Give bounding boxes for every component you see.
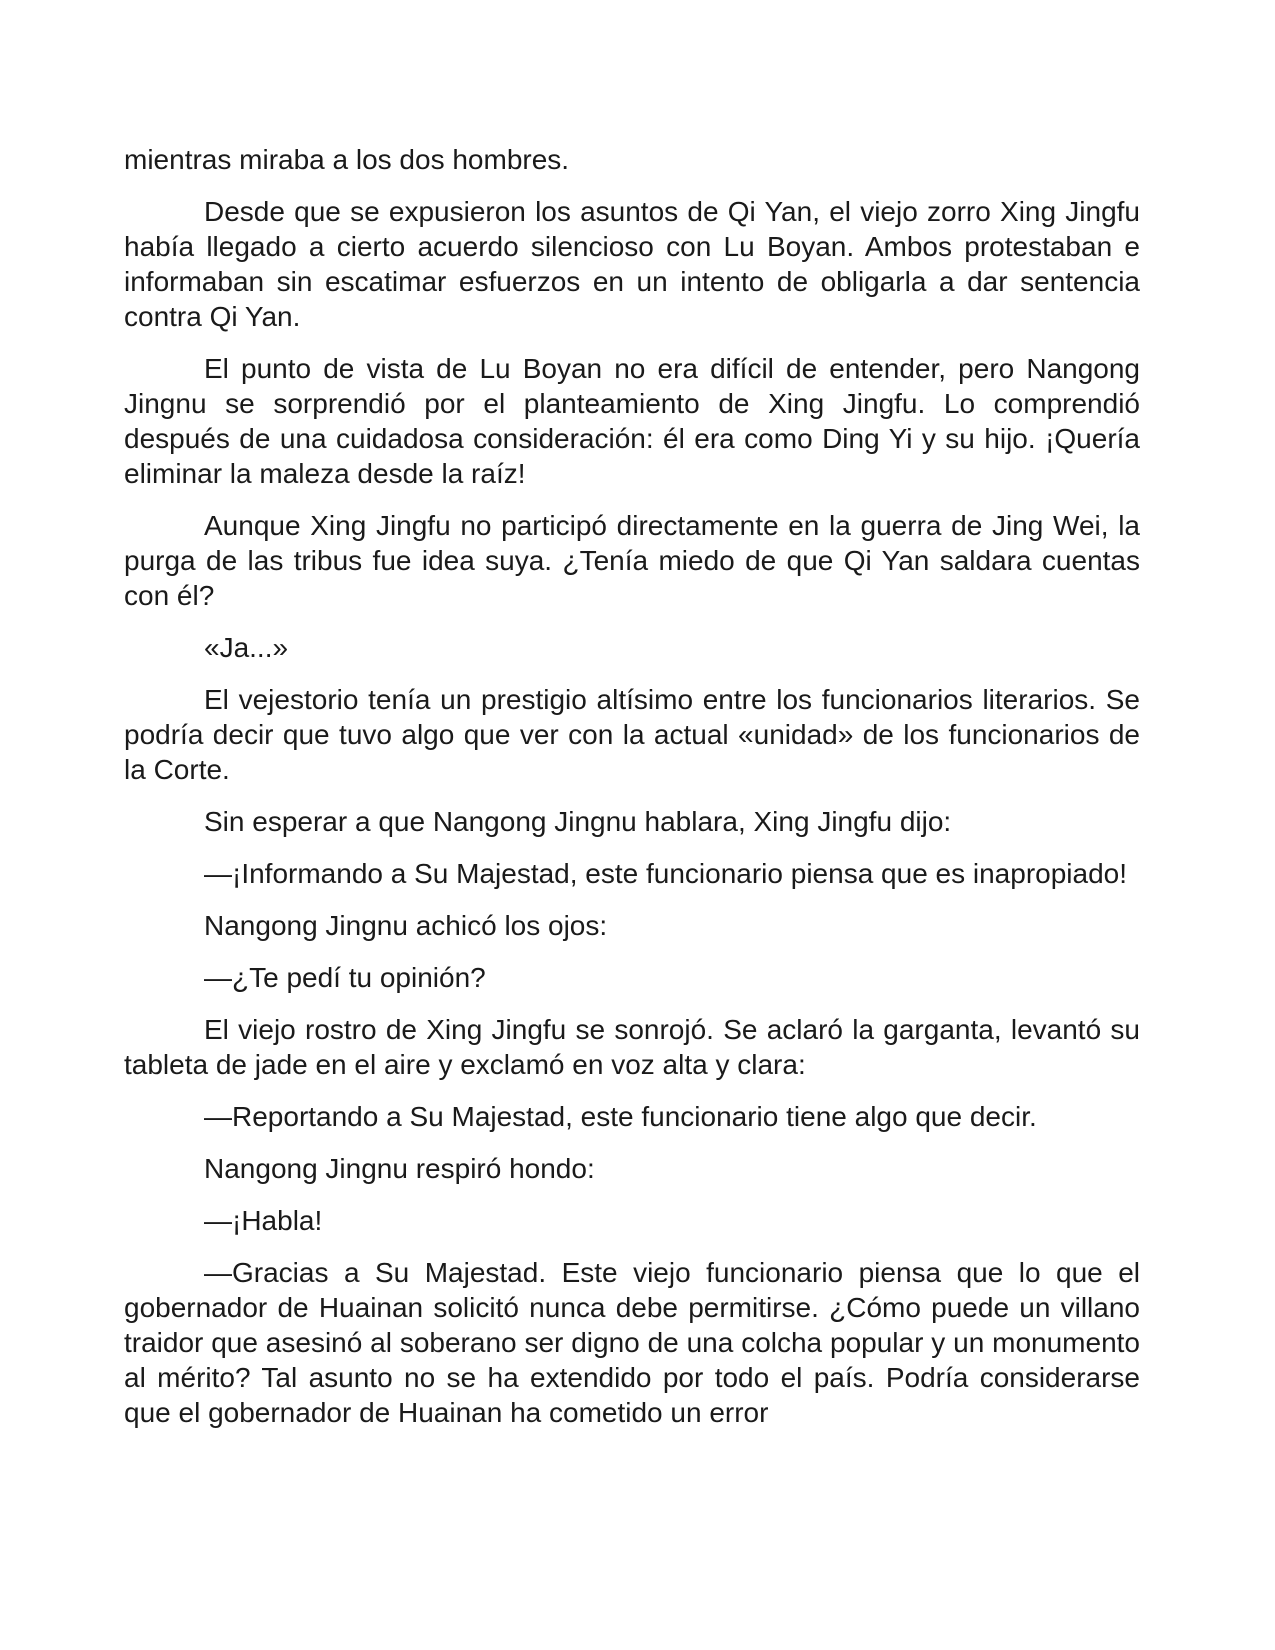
paragraph: Nangong Jingnu respiró hondo: xyxy=(204,1153,595,1184)
dialogue-paragraph: —¿Te pedí tu opinión? xyxy=(204,962,486,993)
dialogue-paragraph: —Reportando a Su Majestad, este funcionario tiene algo que decir. xyxy=(204,1101,1037,1132)
document-page xyxy=(124,142,1140,1430)
paragraph: Sin esperar a que Nangong Jingnu hablara, Xing Jingfu dijo: xyxy=(204,806,952,837)
dialogue-paragraph: —¡Habla! xyxy=(204,1205,323,1236)
paragraph: El vejestorio tenía un prestigio altísimo entre los funcionarios literarios. Se podría decir que tuvo algo que ver con la actual «unidad» de los funcionarios de la Corte. xyxy=(124,684,1140,785)
paragraph: El viejo rostro de Xing Jingfu se sonrojó. Se aclaró la garganta, levantó su tableta de jade en el aire y exclamó en voz alta y clara: xyxy=(124,1014,1140,1080)
paragraph: «Ja...» xyxy=(204,632,289,663)
dialogue-paragraph: —¡Informando a Su Majestad, este funcionario piensa que es inapropiado! xyxy=(204,858,1128,889)
dialogue-paragraph: —Gracias a Su Majestad. Este viejo funcionario piensa que lo que el gobernador de Huainan solicitó nunca debe permitirse. ¿Cómo puede un villano traidor que asesinó al soberano ser digno de una colcha popular y un monumento al mérito? Tal asunto no se ha extendido por todo el país. Podría considerarse que el gobernador de Huainan ha cometido un error xyxy=(124,1257,1140,1428)
paragraph: El punto de vista de Lu Boyan no era difícil de entender, pero Nangong Jingnu se sorprendió por el planteamiento de Xing Jingfu. Lo comprendió después de una cuidadosa consideración: él era como Ding Yi y su hijo. ¡Quería eliminar la maleza desde la raíz! xyxy=(124,353,1140,489)
paragraph: Aunque Xing Jingfu no participó directamente en la guerra de Jing Wei, la purga de las tribus fue idea suya. ¿Tenía miedo de que Qi Yan saldara cuentas con él? xyxy=(124,510,1140,611)
paragraph-continuation: mientras miraba a los dos hombres. xyxy=(124,144,570,175)
paragraph: Desde que se expusieron los asuntos de Qi Yan, el viejo zorro Xing Jingfu había llegado a cierto acuerdo silencioso con Lu Boyan. Ambos protestaban e informaban sin escatimar esfuerzos en un intento de obligarla a dar sentencia contra Qi Yan. xyxy=(124,196,1140,332)
paragraph: Nangong Jingnu achicó los ojos: xyxy=(204,910,608,941)
